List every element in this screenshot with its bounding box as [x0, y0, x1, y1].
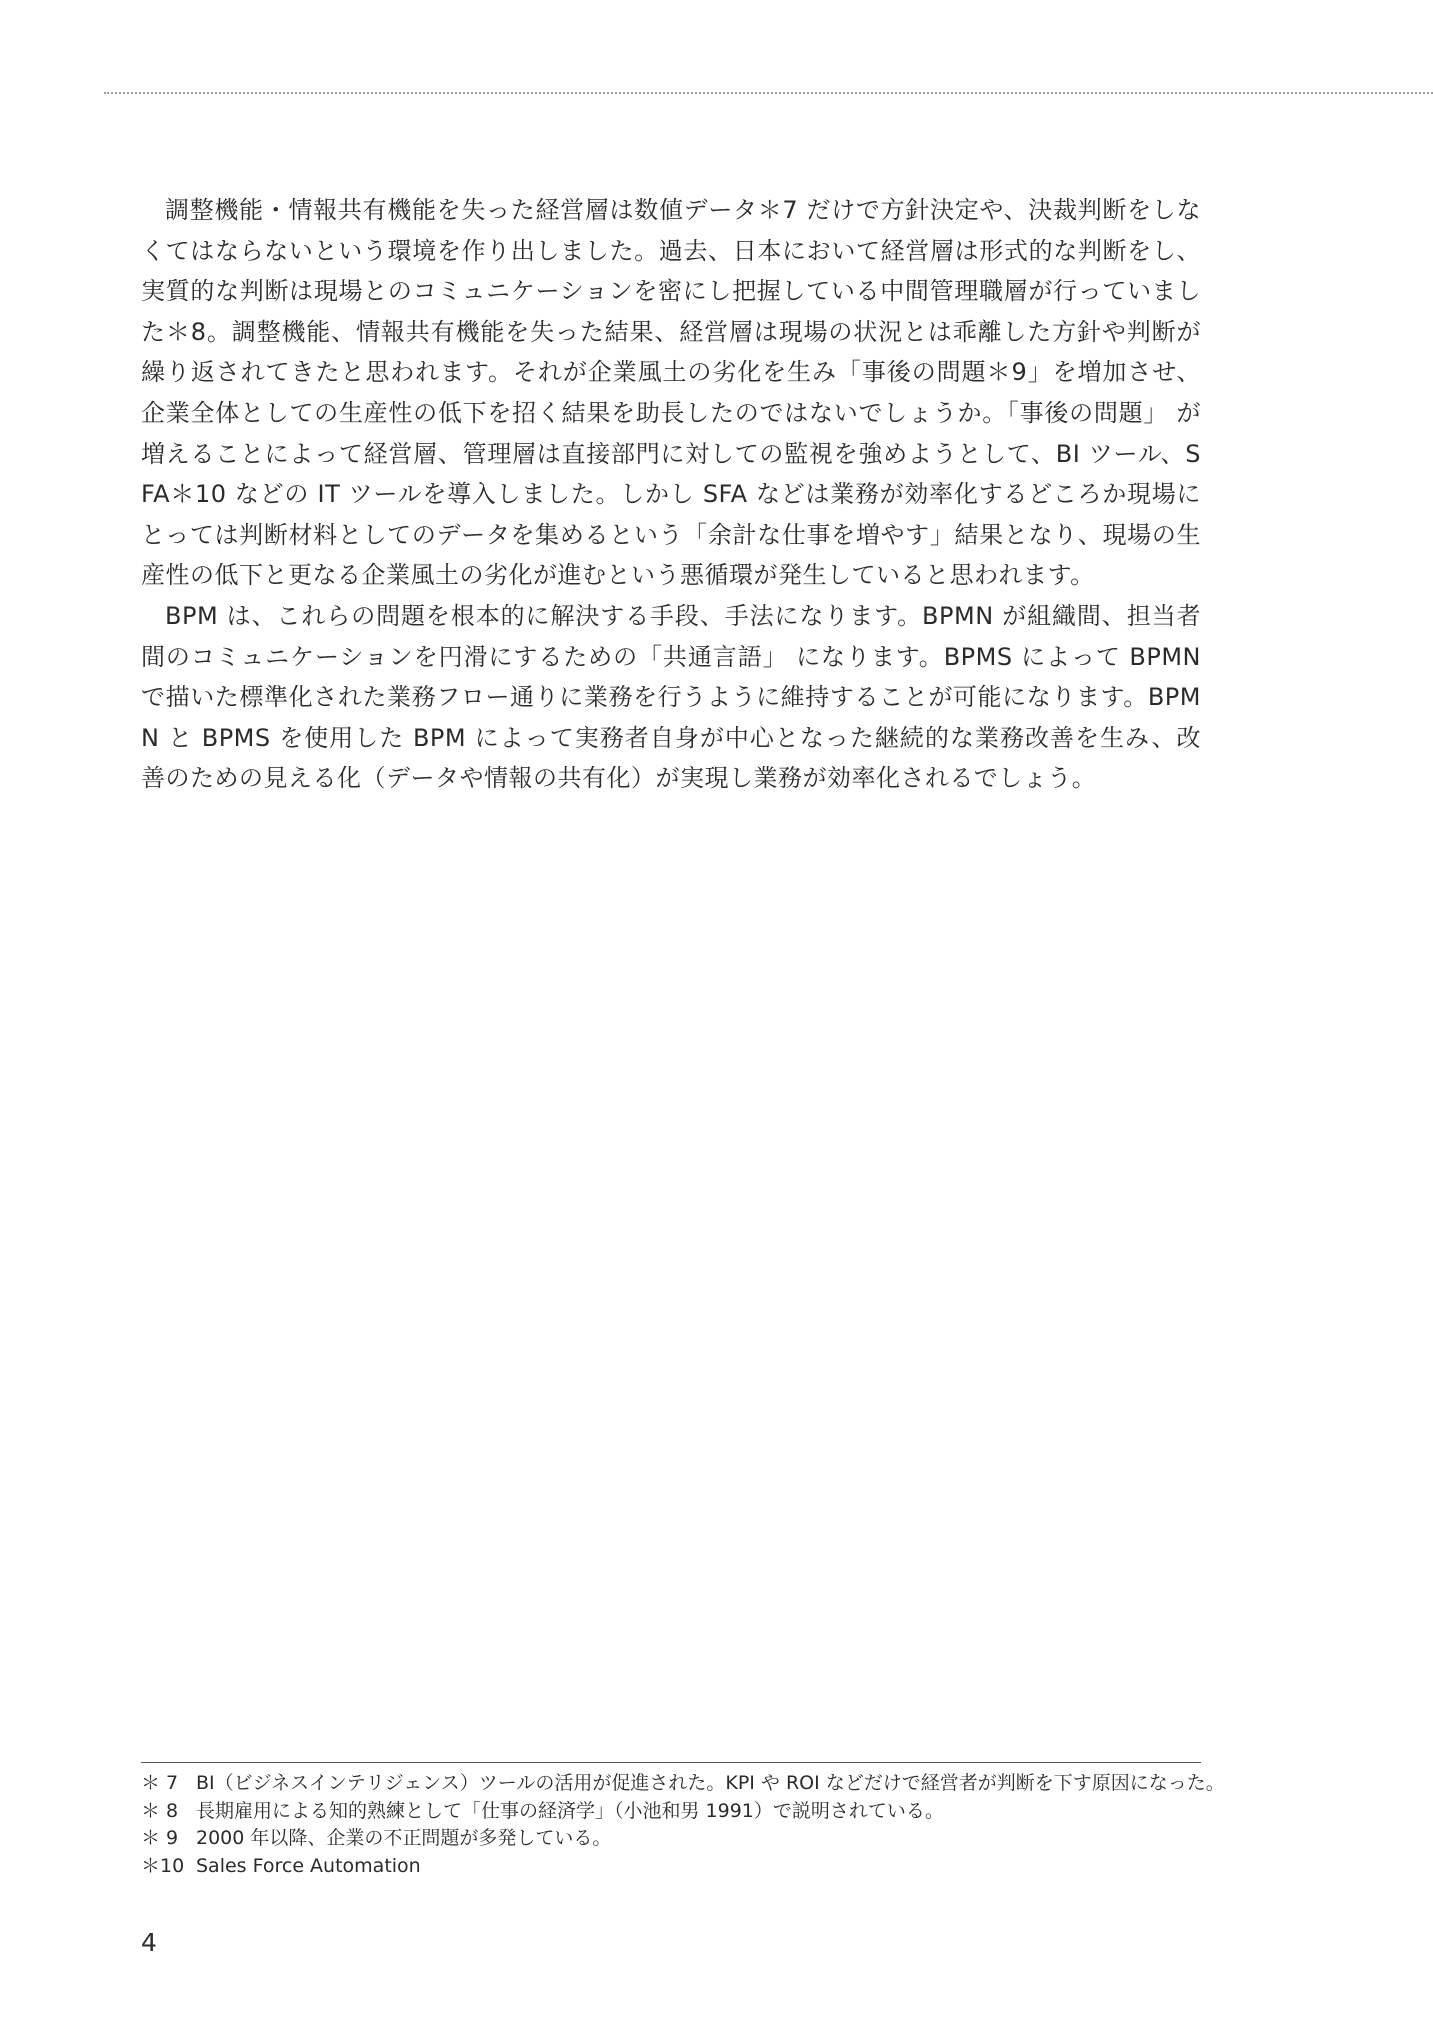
footnote-item	[141, 1798, 1201, 1826]
paragraph: 調整機能・情報共有機能を失った経営層は数値データ＊7 だけで方針決定や、決裁判断をしなくてはならないという環境を作り出しました。過去、日本において経営層は形式的な判断をし、実質的な判断は現場とのコミュニケーションを密にし把握している中間管理職層が行っていました＊8。調整機能、情報共有機能を失った結果、経営層は現場の状況とは乖離した方針や判断が繰り返されてきたと思われます。それが企業風土の劣化を生み「事後の問題＊9」を増加させ、企業全体としての生産性の低下を招く結果を助長したのではないでしょうか。「事後の問題」 が増えることによって経営層、管理層は直接部門に対しての監視を強めようとして、BI ツール、SFA＊10 などの IT ツールを導入しました。しかし SFA などは業務が効率化するどころか現場にとっては判断材料としてのデータを集めるという「余計な仕事を増やす」結果となり、現場の生産性の低下と更なる企業風土の劣化が進むという悪循環が発生していると思われます。	[141, 196, 1201, 590]
footnote-text: 長期雇用による知的熟練として「仕事の経済学」（小池和男 1991）で説明されている。	[196, 1799, 944, 1822]
footnote-mark: ＊ 8	[141, 1799, 179, 1822]
header-dotted-rule	[104, 92, 1433, 94]
footnote-item	[141, 1770, 1225, 1798]
footnote-rule	[141, 1762, 1201, 1763]
paragraph: BPM は、これらの問題を根本的に解決する手段、手法になります。BPMN が組織間、担当者間のコミュニケーションを円滑にするための「共通言語」 になります。BPMS によって BPMN で描いた標準化された業務フロー通りに業務を行うように維持することが可能になります。BPMN と BPMS を使用した BPM によって実務者自身が中心となった継続的な業務改善を生み、改善のための見える化（データや情報の共有化）が実現し業務が効率化されるでしょう。	[141, 601, 1201, 793]
page-number: 4	[141, 1928, 157, 1957]
footnote-item	[141, 1853, 1201, 1881]
body-text	[141, 190, 1201, 799]
footnote-mark: ＊ 9	[141, 1827, 179, 1849]
footnotes	[141, 1770, 1225, 1880]
footnote-mark: ＊ 7	[141, 1772, 179, 1794]
footnote-text: 2000 年以降、企業の不正問題が多発している。	[196, 1827, 612, 1849]
footnote-item	[141, 1825, 1201, 1853]
footnote-text: Sales Force Automation	[196, 1854, 421, 1877]
footnote-text: BI（ビジネスインテリジェンス）ツールの活用が促進された。KPI や ROI などだけで経営者が判断を下す原因になった。	[196, 1772, 1225, 1794]
footnote-mark: ＊10	[141, 1854, 185, 1877]
